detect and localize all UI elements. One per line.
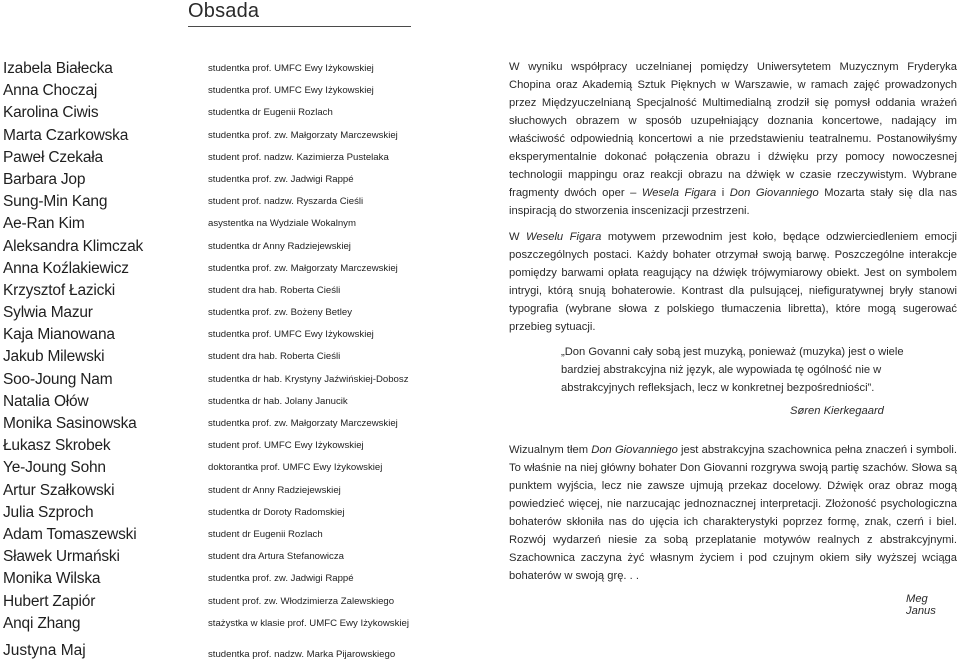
- cast-role: studentka prof. zw. Jadwigi Rappé: [208, 173, 354, 185]
- cast-name: Anna Koźlakiewicz: [3, 259, 129, 277]
- cast-name: Jakub Milewski: [3, 348, 105, 366]
- cast-role: student prof. UMFC Ewy Iżykowskiej: [208, 440, 364, 452]
- cast-role: stażystka w klasie prof. UMFC Ewy Iżykowskiej: [208, 617, 409, 629]
- cast-name: Aleksandra Klimczak: [3, 237, 144, 255]
- cast-name: Ae-Ran Kim: [3, 215, 85, 233]
- cast-name: Sławek Urmański: [3, 548, 120, 566]
- cast-name: Anna Choczaj: [3, 82, 98, 100]
- cast-name: Krzysztof Łazicki: [3, 281, 116, 299]
- title-divider: [188, 26, 411, 27]
- cast-name: Barbara Jop: [3, 170, 86, 188]
- cast-name: Adam Tomaszewski: [3, 525, 137, 543]
- giovanni-text: jest abstrakcyjna szachownica pełna znaczeń i symboli. To właśnie na niej główny bohater Don Giovanni rozgrywa swoją partię szachów. Słowa są punktem wyjścia, lecz nie zawsze ujmują przekaz docelowy. Dźwięk oraz obraz mogą powiedzieć więcej, nie narzucając jednoznacznej interpretacji. Złożoność psychologiczna bohaterów skłoniła nas do ujęcia ich charakterystyki poprzez formę, znak, czerń i biel. Rozwój wydarzeń niesie za sobą przeplatanie motywów realnych z abstrakcyjnymi. Szachownica zaczyna żyć własnym życiem i pod czujnym okiem siły wyższej wciąga bohaterów w swoją grę. . .: [509, 444, 958, 582]
- cast-name: Artur Szałkowski: [3, 481, 115, 499]
- quote-author: Søren Kierkegaard: [790, 405, 884, 417]
- cast-role: student dr Anny Radziejewskiej: [208, 484, 341, 496]
- cast-name: Monika Sasinowska: [3, 415, 137, 432]
- giovanni-prefix: Wizualnym tłem: [509, 444, 589, 456]
- cast-role: studentka prof. zw. Małgorzaty Marczewskiej: [208, 129, 398, 141]
- figaro-prefix: W: [509, 231, 520, 243]
- cast-name: Kaja Mianowana: [3, 326, 115, 344]
- cast-name: Julia Szproch: [3, 503, 94, 521]
- cast-role: studentka dr Eugenii Rozlach: [208, 107, 333, 119]
- cast-role: studentka dr Doroty Radomskiej: [208, 506, 345, 518]
- cast-name: Soo-Joung Nam: [3, 370, 113, 388]
- cast-role: student prof. nadzw. Ryszarda Cieśli: [208, 196, 364, 208]
- paragraph-giovanni: [509, 441, 957, 585]
- cast-role: studentka dr hab. Jolany Janucik: [208, 395, 348, 407]
- cast-role: asystentka na Wydziale Wokalnym: [208, 218, 356, 230]
- intro-conjunction: i: [721, 187, 725, 199]
- cast-role: studentka prof. zw. Jadwigi Rappé: [208, 573, 354, 585]
- cast-role: studentka prof. zw. Małgorzaty Marczewskiej: [208, 262, 398, 274]
- cast-name: Łukasz Skrobek: [3, 437, 111, 455]
- cast-role: studentka dr hab. Krystyny Jaźwińskiej-Dobosz: [208, 373, 409, 385]
- cast-name: Natalia Ołów: [3, 392, 89, 410]
- intro-text: W wyniku współpracy uczelnianej pomiędzy Uniwersytetem Muzycznym Fryderyka Chopina oraz Akademią Sztuk Pięknych w Warszawie, w ramach zajęć prowadzonych przez Międzyuczelnianą Specjalność Multimedialną zrodził się pomysł oddania wrażeń słuchowych obrazem w sposób uzupełniający doznania koncertowe, nadający im właściwość odpowiednią koncertowi a nie przedstawieniu teatralnemu. Postanowiłyśmy eksperymentalnie dokonać połączenia obrazu i dźwięku przy pomocy nowoczesnej technologii mappingu oraz reakcji obrazu na dźwięk w czasie rzeczywistym. Wybrane fragmenty dwóch oper –: [509, 61, 957, 199]
- cast-role: student prof. zw. Włodzimierza Zalewskiego: [208, 595, 395, 607]
- kierkegaard-quote: „Don Govanni cały sobą jest muzyką, ponieważ (muzyka) jest o wiele bardziej abstrakcyjna niż język, ale wypowiada tę ogólność nie w abstrakcyjnych refleksjach, lecz w konkretnej bezpośredniości”.: [561, 346, 904, 394]
- intro-text-end: Mozarta stały się dla nas inspiracją do stworzenia inscenizacji przestrzeni.: [509, 187, 958, 217]
- paragraph-intro: [509, 58, 957, 220]
- cast-names-column: [3, 58, 143, 635]
- cast-name: Ye-Joung Sohn: [3, 459, 106, 477]
- cast-name: Paweł Czekała: [3, 148, 103, 166]
- cast-name: Sylwia Mazur: [3, 304, 93, 322]
- cast-role: studentka prof. UMFC Ewy Iżykowskiej: [208, 85, 374, 97]
- cast-role: studentka prof. UMFC Ewy Iżykowskiej: [208, 63, 374, 74]
- opera-title-giovanni: Don Giovanniego: [729, 187, 819, 199]
- cast-name: Sung-Min Kang: [3, 193, 108, 211]
- opera-title-figaro: Wesela Figara: [641, 187, 717, 199]
- opera-title-giovanni-2: Don Giovanniego: [591, 444, 678, 456]
- cast-role: studentka prof. UMFC Ewy Iżykowskiej: [208, 329, 374, 341]
- cast-role: doktorantka prof. UMFC Ewy Iżykowskiej: [208, 462, 383, 474]
- cast-name: Marta Czarkowska: [3, 126, 129, 144]
- author-signature: Meg Janus: [906, 593, 936, 617]
- cast-name: Hubert Zapiór: [3, 592, 96, 610]
- cast-role: studentka dr Anny Radziejewskiej: [208, 240, 351, 252]
- footer-cast-role: studentka prof. nadzw. Marka Pijarowskiego: [208, 649, 396, 660]
- cast-name: Monika Wilska: [3, 570, 101, 588]
- cast-name: Karolina Ciwis: [3, 104, 99, 122]
- opera-title-figaro-2: Weselu Figara: [526, 231, 602, 243]
- cast-role: student prof. nadzw. Kazimierza Pustelaka: [208, 151, 389, 163]
- figaro-text: motywem przewodnim jest koło, będące odzwierciedleniem emocji poszczególnych postaci. Każdy bohater otrzymał swoją barwę. Poszczególne interakcje pomiędzy barwami opłata reagujący na dźwięk trójwymiarowy obiekt. Jest on symbolem intrygi, którą snują bohaterowie. Kontrast dla pulsującej, niefiguratywnej bryły stanowi typografia (wybrane słowa z polskiego tłumaczenia libretta), które mogą sugerować przebieg sytuacji.: [509, 231, 957, 333]
- paragraph-figaro: [509, 228, 957, 336]
- cast-role: studentka prof. zw. Bożeny Betley: [208, 307, 352, 319]
- cast-role: student dra hab. Roberta Cieśli: [208, 284, 341, 296]
- footer-cast-name: Justyna Maj: [3, 642, 86, 659]
- cast-role: student dr Eugenii Rozlach: [208, 528, 323, 540]
- cast-name: Anqi Zhang: [3, 614, 81, 632]
- cast-roles-column: [208, 58, 409, 635]
- cast-role: studentka prof. zw. Małgorzaty Marczewskiej: [208, 418, 398, 429]
- cast-role: student dra Artura Stefanowicza: [208, 551, 344, 563]
- cast-name: Izabela Białecka: [3, 60, 113, 77]
- page-title: Obsada: [188, 0, 260, 22]
- cast-role: student dra hab. Roberta Cieśli: [208, 351, 341, 363]
